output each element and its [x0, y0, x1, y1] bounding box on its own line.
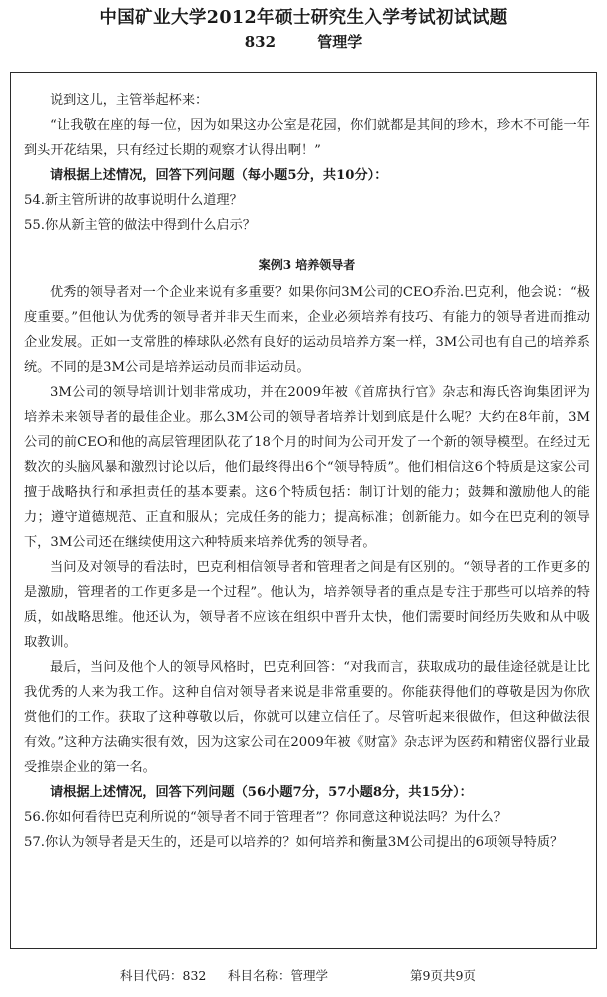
- spacer: [24, 238, 590, 250]
- instructions-2: 请根据上述情况，回答下列问题（56小题7分，57小题8分，共15分）：: [50, 785, 473, 800]
- case-paragraph-1: 优秀的领导者对一个企业来说有多重要？如果你问3M公司的CEO乔治.巴克利，他会说：“极度重要。”但他认为优秀的领导者并非天生而来，企业必须培养有技巧、有能力的领导者进而推动企业发展。正如一支常胜的棒球队必然有良好的运动员培养方案一样，3M公司也有自己的培养系统。不同的是3M公司是培养运动员而非运动员。: [24, 285, 590, 375]
- exam-title: 中国矿业大学2012年硕士研究生入学考试初试试题: [99, 8, 508, 28]
- exam-subject: 管理学: [317, 33, 363, 51]
- intro-line: 说到这儿，主管举起杯来：: [50, 93, 209, 108]
- case-title: 案例3 培养领导者: [258, 258, 356, 272]
- question-content: [24, 88, 590, 855]
- footer-page-number: 第9页共9页: [410, 968, 476, 983]
- exam-subtitle: [0, 31, 607, 53]
- question-55: 55.你从新主管的做法中得到什么启示？: [24, 218, 256, 233]
- question-54: 54.新主管所讲的故事说明什么道理？: [24, 193, 243, 208]
- page-header: [0, 6, 607, 53]
- case-paragraph-3: 当问及对领导的看法时，巴克利相信领导者和管理者之间是有区别的。“领导者的工作更多的是激励，管理者的工作更多是一个过程”。他认为，培养领导者的重点是专注于那些可以培养的特质，如战略思维。他还认为，领导者不应该在组织中晋升太快，他们需要时间经历失败和从中吸取教训。: [24, 560, 590, 650]
- question-56: 56.你如何看待巴克利所说的“领导者不同于管理者”？你同意这种说法吗？为什么？: [24, 810, 507, 825]
- question-57: 57.你认为领导者是天生的，还是可以培养的？如何培养和衡量3M公司提出的6项领导特质？: [24, 835, 564, 850]
- exam-code: 832: [244, 33, 277, 51]
- instructions-1: 请根据上述情况，回答下列问题（每小题5分，共10分）：: [50, 168, 388, 183]
- case-paragraph-2: 3M公司的领导培训计划非常成功，并在2009年被《首席执行官》杂志和海氏咨询集团评为培养未来领导者的最佳企业。那么3M公司的领导者培养计划到底是什么呢？大约在8年前，3M公司的前CEO和他的高层管理团队花了18个月的时间为公司开发了一个新的领导模型。在经过无数次的头脑风暴和激烈讨论以后，他们最终得出6个“领导特质”。他们相信这6个特质是这家公司擅于战略执行和承担责任的基本要素。这6个特质包括：制订计划的能力；鼓舞和激励他人的能力；遵守道德规范、正直和服从；完成任务的能力；提高标准；创新能力。如今在巴克利的领导下，3M公司还在继续使用这六种特质来培养优秀的领导者。: [24, 385, 590, 550]
- footer-subject-name: 科目名称：管理学: [228, 968, 329, 983]
- case-paragraph-4: 最后，当问及他个人的领导风格时，巴克利回答：“对我而言，获取成功的最佳途径就是让比我优秀的人来为我工作。这种自信对领导者来说是非常重要的。你能获得他们的尊敬是因为你欣赏他们的工作。获取了这种尊敬以后，你就可以建立信任了。尽管听起来很做作，但这种做法很有效。”这种方法确实很有效，因为这家公司在2009年被《财富》杂志评为医药和精密仪器行业最受推崇企业的第一名。: [24, 660, 590, 775]
- footer-subject-code: 科目代码：832: [120, 968, 207, 983]
- supervisor-quote: “让我敬在座的每一位，因为如果这办公室是花园，你们就都是其间的珍木，珍木不可能一年到头开花结果，只有经过长期的观察才认得出啊！”: [24, 118, 590, 158]
